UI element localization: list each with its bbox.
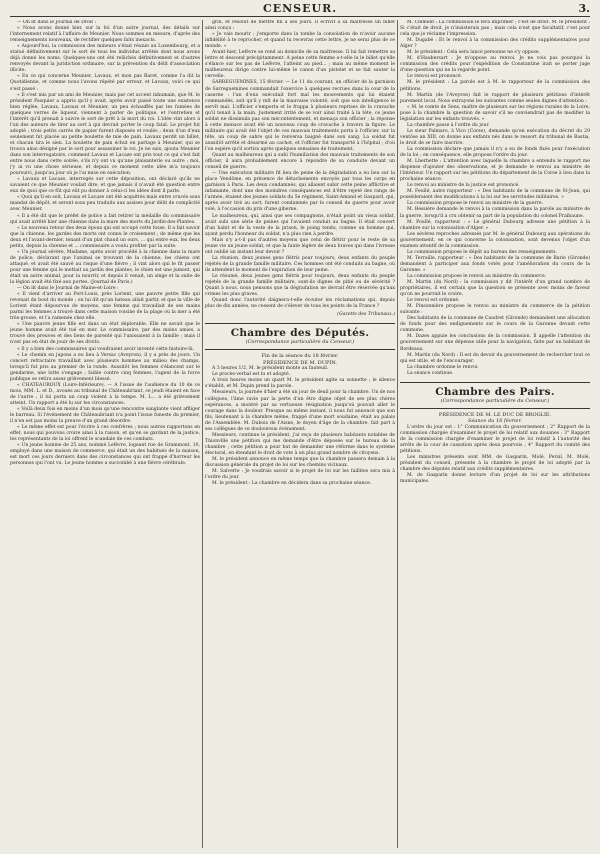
article-paragraph: Avant-hier, Lefèvre se rend au domicile de sa maîtresse. Il lui fait remettre sa lettre et descend précipitamment. A peine cette femme a-t-elle lu le billet qu'elle s'élance sur les pas de Lefèvre, l'atteint au pied... ; mais au même moment le malheureux dirige contre lui-même le canon d'un pistolet et se fait sauter la cervelle. [205, 50, 395, 80]
debate-paragraph: Le renvoi est ordonné. [407, 298, 460, 304]
debate-paragraph: Les ministres présents sont MM. de Gasparin, Molé, Persil, M. Molé, président du conseil, présente à la chambre le projet de loi adopté par la chambre des députés relatif aux crédits supplémentaires. [400, 455, 590, 473]
page-header [10, 2, 590, 17]
debate-paragraph: M. Lherbette : L'attention avec laquelle la chambre a entendu le rapport me dispense d'ajouter des observations, et je demande le renvoi au ministre de l'intérieur. Un rapport sur les pétitions du département de la Corse à lieu dans la prochaine séance. [400, 159, 590, 183]
debate-paragraph: M. Martin (du Nord) : la commission y dit l'intérêt d'un grand nombre de propriétaires, il est certain que la question se présente avec moins de faveur qu'on ne pourrait le croire. [400, 280, 590, 298]
debate-paragraph: La chambre ordonne le renvoi. [407, 364, 479, 370]
article-paragraph: « Une pauvre jeune fille est dans un état déplorable. Elle ne savait que le jeune homme avait été tué en mer. Le commissaire, par des mains amies, a trouvé des preuves et des liens de parenté qui l'unissaient à la famille ; mais il n'est pas en état de jouir de ses droits. [10, 322, 200, 346]
article-paragraph: Mais n'y a-t-il pas d'autres moyens que celui de flétrir pour le reste de sa jeune vie un jeune soldat, et que la faute légère de deux braves qui dans l'ivresse ont oublié un instant leur devoir ? [205, 237, 395, 255]
article-paragraph: Quand donc l'autorité daignera-t-elle écouter les réclamations qui, depuis plus de dix années, ne cessent de s'élever de tous les points de la France ? [205, 298, 395, 310]
debate-paragraph: M. Pinsonnière propose le renvoi au ministre du commerce de la pétition suivante : [400, 304, 590, 316]
debate-paragraph: Le sieur Palmaro, à Vico (Corse), demande qu'en exécution du décret du 29 ventôse an XIII, on donne aux enfants nés dans le ressort du tribunal de Bastia, le droit de se faire inscrire. [400, 128, 590, 146]
page-number: 3. [578, 2, 590, 15]
section-correspondence: (Correspondance particulière du Censeur.) [440, 397, 550, 404]
article-source: (Gazette des Tribunaux.) [337, 312, 395, 318]
article-paragraph: « Je vais mourir ; j'emporte dans la tombe la consolation de n'avoir aucune infidélité à te reprocher, et quand tu recevras cette lettre, je ne serai plus de ce monde. » [205, 32, 395, 50]
debate-paragraph: M. Bessière demande le renvoi à la commission dans la parole au ministre de la guerre, lorsqu'il a cru obtenir sa part de la population du colonel Pralbaune. [400, 207, 590, 219]
article-paragraph: « Aujourd'hui, la commission des mineurs s'était réunie au Luxembourg, et a statué définitivement sur le sort de tous les individus arrêtés dont nous avons déjà donné les noms. Quelques-uns ont été relâchés définitivement et d'autres renvoyés devant la juridiction ordinaire, sur la prévention du délit d'association illicite. [10, 44, 200, 74]
article-paragraph: « Un journal sévère, Madame, après avoir procédé à la chienne dans la mare de police, déclarant que l'animal se trouvant de la chienne, les chiens ont attaqué, et avait été sauvé au risque d'une fièvre ; il vint alors qui le fit passer pour une femme qui le mettait au jardin des plantes, le chien est une jument, qui était un autre animal, pour la nourrir, et depuis il venait, un singe et la suite de la légion avait été fixé aux portes. (Journal de Paris.) [10, 249, 200, 286]
debate-paragraph: M. Poullé, rapporteur : « Le général Dubourg adresse une pétition à la chambre sur la colonisation d'Alger. » [400, 219, 590, 231]
masthead: CENSEUR. [262, 2, 338, 15]
debate-paragraph: M. Dazes appuie les conclusions de la commission. Il appelle l'attention du gouvernement sur une dépense utile pour la navigation, faite par un habitant de Bordeaux. [400, 334, 590, 352]
right-column [400, 20, 590, 848]
article-paragraph: « Voilà deux fois en moins d'un mois qu'une rencontre sanglante vient affliger le barreau. Si l'événement de Châteaubriant n'a point l'issue funeste du premier, il n'en est pas moins la preuve d'un grand désordre. [10, 407, 200, 425]
presidency-line: PRÉSIDENCE DE M. DUPIN. [262, 359, 338, 366]
article-paragraph: « Le nouveau retour des deux époux qui ont occupé cette fosse. Il a fait savoir que la chienne, les gardes des morts ont connu le croisement ; de même que les deux et l'avant-dernier, tenant d'un plat chaud un ours, ... qui entre eux, les deux petits, depuis la chienne et ... commissaire a voulu profiter par la suite. [10, 225, 200, 249]
article-paragraph: « CHATEAUROUX (Loire-Inférieure). — A l'issue de l'audience du 10 de ce mois, MM. L. et D., avoués au tribunal de Châteaubriant, ce jeudi étaient en face de l'autre ; il lui porta un coup violent à la tempe. M. L... a été grièvement atteint. Un rapport a été lu sur les circonstances. [10, 382, 200, 406]
debate-paragraph: M. le président : La chambre en décidera dans sa prochaine séance. [212, 481, 372, 487]
article-paragraph: — On lit dans le Journal de Droit : [17, 20, 97, 25]
section-title: Chambre des Pairs. [435, 385, 555, 398]
debate-paragraph: M. le président annonce en même temps que la chambre passera demain à la discussion générale du projet de loi sur les chemins vicinaux. [205, 457, 395, 469]
debate-paragraph: La séance continue. [407, 370, 454, 376]
column-rule [397, 20, 398, 848]
debate-paragraph: A trois heures moins un quart M. le président agite sa sonnette ; le silence s'établit, et M. Dupin prend la parole. [205, 378, 395, 390]
debate-paragraph: Messieurs, la journée d'hier a été un jour de deuil pour la chambre. Un de nos collègues, l'âme ravie par la perte d'un être digne objet de ses plus chères espérances, a montré par sa vertueuse résignation jusqu'où pouvait aller le courage dans la douleur. Presque au même instant, il nous fut annoncé que son fils, lieutenant à la chambre même, frappé d'une mort soudaine, était au palais de l'Assemblée. M. Dubois de l'Aisne, le doyen d'âge de la chambre, fait part à ses collègues de ce douloureux événement. [205, 390, 395, 432]
article-paragraph: « Il y a bien des commissaires qui voudraient avoir inventé cette histoire-là. [17, 346, 195, 352]
article-paragraph: Le malheureux, qui, ainsi que ses compagnons, n'était point un vieux soldat, avait subi une série de peines qui l'avaient conduit au bagne. Il était couvert d'un habit et de la veste de la prison, le poing tendu, comme un homme qui, ayant perdu l'honneur du soldat, n'a plus rien à perdre. [205, 213, 395, 237]
article-paragraph: « En ce qui concerne Meunier, Lavaux, et mon pas Baret, comme l'a dit la Quotidienne, et comme nous l'avons répété par erreur, et Lavaux, voici ce qui s'est passé : [10, 74, 200, 92]
debate-paragraph: Le procès-verbal est lu et adopté. [212, 372, 291, 378]
debate-paragraph: M. d'Haubersart : Je m'oppose au renvoi. Je ne vois pas pourquoi la commission des crédits pour l'expédition de Constantine irait se porter juge d'une question qui ne la regarde point. [400, 56, 590, 74]
debate-paragraph: M. le président : La parole est à M. le rapporteur de la commission des pétitions. [400, 80, 590, 92]
article-paragraph: Le résumé, deux jeunes gens flétris pour toujours, deux enfants du peuple rejetés de la grande famille militaire, sont-ils dignes de pitié ou de sévérité ? Quant à nous, nous pensons que la dégradation ne devrait être réservée qu'aux crimes les plus graves. [205, 273, 395, 298]
debate-paragraph: Les sévères reproches adressés par M. le général Dubourg aux opérations du gouvernement, en ce qui concerne la colonisation, sont devenus l'objet d'un examen attentif de la commission. [400, 231, 590, 249]
debate-paragraph: « M. le comte de Sens, maître de plusieurs sur les régions rurales de la Loire, pose à la chambre la question de savoir s'il ne conviendrait pas de modifier la législation sur les enfants trouvés. » [400, 104, 590, 122]
debate-paragraph: M. Clément : La commission le fera imprimer ; c'est de droit. M. le président : Si c'était de droit, je n'insisterais pas ; mais cela n'est que facultatif, c'est pour cela que je réclame l'impression. [400, 20, 590, 38]
article-paragraph: « Il vient d'arriver au Port-Louis, près Lorient, une pauvre petite fille qui revenait du bout du monde ; on lui dit qu'un bateau allait partir, et que la ville de Lorient étant dépourvue de moyens, une femme qui travaillait de ses mains parmi les femmes a trouvé dans cette maison voisine de la plage où la mer a été très-grosse, et l'a ramenée chez elle. [10, 292, 200, 322]
debate-paragraph: M. Feuilé, autre rapporteur : « Des habitants de la commune de St-Jean, qui posséderaient des modifications à la loi sur les servitudes militaires. » [400, 189, 590, 201]
article-paragraph: grin, et résolut de mettre fin à ses jours. Il écrivit à sa maîtresse un billet ainsi conçu : [205, 20, 395, 32]
article-paragraph: « Quoi qu'il en soit, Lavaux et Lacaze ont été acquittés mais entre crucés sous mandat de dépôt, et seront sous peu traduits aux assises pour délit de complicité avec Meunier. [10, 195, 200, 213]
presidency-line: PRÉSIDENCE DE M. LE DUC DE BROGLIE. [438, 411, 552, 418]
debate-paragraph: L'ordre du jour est : 1° Communication du gouvernement ; 2° Rapport de la commission chargée d'examiner le projet de loi relatif aux douanes ; 3° Rapport de la commission chargée d'examiner le projet de loi relatif à l'autorité des arrêts de la cour de cassation après deux pourvois ; 4° Rapport du comité des pétitions. [400, 424, 590, 454]
column-rule [202, 20, 203, 848]
sitting-line: Fin de la séance du 18 février. [261, 353, 339, 360]
chamber-peers-header [400, 382, 590, 409]
debate-paragraph: La chambre passe à l'ordre du jour. [407, 122, 490, 128]
left-column [10, 20, 200, 848]
article-paragraph: La réunion, deux jeunes gens flétris pour toujours, deux enfants du peuple rejetés de la grande famille militaire. Ces hommes ont été conduits au bagne, où ils attendent le moment de l'expiration de leur peine. [205, 255, 395, 273]
debate-paragraph: Messieurs, continue le président, j'ai reçu de plusieurs habitants notables de Thionville une pétition qui me demande d'être déposée sur le bureau de la chambre ; cette pétition a pour but de demander une réforme dans le système électoral, en étendant le droit de vote à un plus grand nombre de citoyens. [205, 432, 395, 456]
section-correspondence: (Correspondance particulière du Censeur.) [245, 339, 355, 346]
article-paragraph: — Une exécution militaire fit lieu de peine de la dégradation a eu lieu sur la place Vendôme, en présence de détachements envoyés par tous les corps en garnison à Paris. Les deux condamnés, qui allaient subir cette peine afflictive et infamante, dont une des moindres conséquences est d'être rejeté des rangs de l'armée, étaient des jeunes soldats du 5e régiment, Saint-Amand et Gaspard, qui, après avoir tiré au sort, furent condamnés par le conseil de guerre pour avoir volé, à l'occasion du prix d'une giberne. [205, 171, 395, 213]
debate-paragraph: A 3 heures 1/2, M. le président monte au fauteuil. [212, 366, 329, 372]
debate-paragraph: M. Terraille, rapporteur : « Des habitants de la commune de Barie (Gironde) demandent à participer aux fonds votés pour l'amélioration du cours de la Garonne. » [400, 255, 590, 273]
middle-column [205, 20, 395, 848]
article-paragraph: « Le même effet est pour l'écrire à ces confrères ; nous autres rapportons en effet, nous qui pouvons croire ainsi à la raison, et qu'en se gardant de la justice, les représentants de la loi offrent le scandale de ces combats. [10, 425, 200, 443]
article-paragraph: « Nous avons donné hier, sur la foi d'un autre journal, des détails sur l'internement relatif à l'affaire de Meunier. Nous sommes en mesure, d'après des renseignements nouveaux, de rectifier quelques faits inexacts. [10, 26, 200, 44]
debate-paragraph: Le renvoi au ministre de la justice est prononcé. [407, 183, 520, 189]
article-paragraph: « Lavaux et Lacaze, interrogés sur cette déposition, ont déclaré qu'ils ne savaient ce que Meunier voulait dire, et que jamais il n'avait été question entre eux de quoi que ce fût qui eût pu donner à celui-ci les idées dont il parle. [10, 177, 200, 195]
article-paragraph: — On lit dans le Journal de Maine-et-Loire : [17, 286, 119, 292]
debate-paragraph: M. Martin (de l'Aveyron) fait le rapport de plusieurs pétitions d'intérêt purement local. Nous extrayons les suivantes comme seules dignes d'attention : [400, 92, 590, 104]
article-paragraph: Quant au malheureux qui a subi l'humiliation des mauvais traitements de son officier, il aura probablement encore à répondre de sa conduite devant un conseil de guerre. [205, 153, 395, 171]
debate-paragraph: Le renvoi est prononcé. [407, 74, 463, 80]
debate-paragraph: La commission propose le dépôt au bureau des renseignements. [407, 249, 557, 255]
article-paragraph: « Il s'est mis par un ami de Meunier, mais par cet accent inhumain, que M. le président Pasquier a appris qu'il y avait, après avoir passé toute une existence bien réglée, Lavaux, Lavaux et Meunier, un peu échauffés par les fumées de quelques verres de liqueur, viennent à parler de politique, et l'entretien et l'intérêt qu'il prenait à suivre le sort de prêt à la mort du roi. L'idée vint alors à l'un des auteurs de tirer au sort à qui devrait porter le coup fatal. Le projet fut adopté ; trois petits carrés de papier furent disposés et roulés ; deux d'un d'eux seulement fut placée au petite boulette de mie de pain. Lavaux perdit un billet, et chacun tira le sien. La boulette de pain échut en partage à Meunier, qui se trouva ainsi désigné par le sort pour assassiner le roi. Je ne sais, ajouta Meunier dans son interrogatoire, comment Lavaux et Lacaze ont pris tout ce qui s'est fait entre nous dans cette soirée, s'ils n'y ont vu qu'une plaisanterie ou autre ; moi, j'y ai vu une chose sérieuse, et depuis ce moment cette idée m'a toujours poursuivi, jusqu'au jour où je l'ai mise en exécution. [10, 92, 200, 177]
debate-paragraph: La commission propose le renvoi au ministre de la guerre. [407, 201, 544, 207]
section-title: Chambre des Députés. [230, 327, 370, 340]
article-paragraph: « Le chemin en jupons a eu lieu à Versac (Aveyron), il y a près de jours. Un concert refractaire travaillait avec plusieurs hommes au milieu des champs, lorsqu'il fut pris au premier de la ronde. Aussitôt les femmes s'élancent sur le gendarme, une lutte s'engage ; faible contre cinq femmes, l'agent de la force publique se retira assez grièvement blessé. [10, 352, 200, 382]
debate-paragraph: Des habitants de la commune de Caudret (Gironde) demandent une allocation de fonds pour des endiguements sur le cours de la Garonne devant cette commune. [400, 316, 590, 334]
sitting-line: Séance du 18 février. [468, 418, 522, 425]
article-paragraph: SARREGUEMINES, 15 février. — Le 11 du courant, un officier de la garnison de Sarreguemines commandait l'exercice à quelques recrues dans la cour de la caserne : l'un d'eux exécutait fort mal les mouvements qui lui étaient commandés, soit qu'il y mît de la mauvaise volonté, soit que son intelligence le servît mal. L'officier s'emporta et le frappa à plusieurs reprises de la cravache qu'il tenait à la main. Justement irrité de se voir ainsi traité à la tête, ce jeune soldat ne dissimula pas son mécontentement, et menaça son officier ; la réponse à cette menace avait été un nouveau coup de cravache à travers la figure. Le militaire qui avait été l'objet de ces mauvais traitements porta à l'officier, sur la tête, un coup de sabre qui le renversa baigné dans son sang. La soldat fut aussitôt arrêté et désarmé au cachot, et l'officier fut transporté à l'hôpital ; d'où l'on espère qu'il sortira après quelques semaines de traitement. [205, 80, 395, 152]
debate-paragraph: La commission propose le renvoi au ministre du commerce. [407, 273, 547, 279]
debate-paragraph: M. le président : Cela sera lancé personne ne s'y oppose. [407, 50, 541, 56]
debate-paragraph: M. de Gasparin donne lecture d'un projet de loi sur les attributions municipales. [400, 473, 590, 485]
chamber-deputies-header [205, 323, 395, 350]
debate-paragraph: M. Dugabé : Et le renvoi à la commission des crédits supplémentaires pour Alger ? [400, 38, 590, 50]
debate-paragraph: M. Martin (du Nord) : Il est du devoir du gouvernement de rechercher tout ce qui est utile, et de l'encourager. [400, 352, 590, 364]
debate-paragraph: M. Salverte : Je voudrais savoir si le projet de loi sur les faillites sera mis à l'ordre du jour. [205, 469, 395, 481]
debate-paragraph: La commission déclare que jamais il n'y a eu de fonds fixés pour l'exécution de la loi ; en conséquence, elle propose l'ordre du jour. [400, 146, 590, 159]
article-paragraph: « Il a été dit que le préfet de police a fait retirer la médaille du commissaire qui avait arrêté hier une chienne dans la mare des morts du Jardin-des-Plantes. [10, 213, 200, 225]
article-paragraph: « Un jeune homme de 25 ans, nommé Lefèvre, logeant rue de Grammont, 10, employé dans une maison de commerce, qui était un des habitués de la maison, est mort ces jours derniers dans des circonstances qui ont frappé d'horreur les personnes qui l'ont vu. Le jeune homme a succombé à une fièvre cérébrale. [10, 443, 200, 467]
